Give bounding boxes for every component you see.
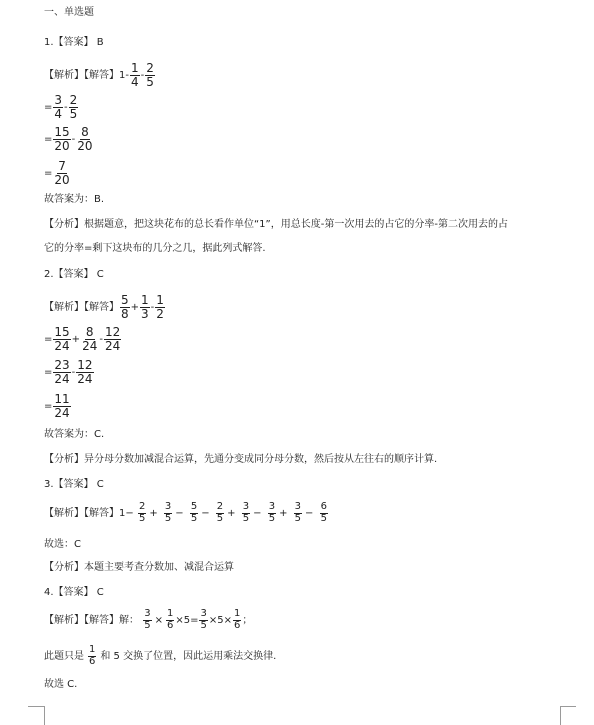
q3-conclusion: 故选：C <box>44 539 81 550</box>
fraction: $\frac{1}{4}$ <box>130 61 139 89</box>
fraction: $\frac{6}{5}$ <box>320 501 327 524</box>
q1-solution-label: 【解析】【解答】1- <box>44 70 129 82</box>
q2-conclusion: 故答案为：C. <box>44 429 105 440</box>
fraction: $\frac{23}{24}$ <box>54 358 70 386</box>
fraction: $\frac{12}{24}$ <box>104 325 121 353</box>
fraction: $\frac{1}{2}$ <box>156 293 164 321</box>
fraction: $\frac{1}{6}$ <box>166 608 174 631</box>
section-title: 一、单选题 <box>44 7 94 18</box>
q1-step-1: = $\frac{3}{4}$ - $\frac{2}{5}$ <box>44 93 78 121</box>
fraction: $\frac{5}{5}$ <box>190 501 198 524</box>
fraction: $\frac{11}{24}$ <box>54 392 70 420</box>
fraction: $\frac{1}{3}$ <box>141 293 149 321</box>
crop-mark-left-v <box>44 706 45 725</box>
q3-answer: 3.【答案】 C <box>44 479 104 490</box>
fraction: $\frac{2}{5}$ <box>69 93 78 121</box>
q2-solution-expr: 【解析】【解答】 $\frac{5}{8}$ + $\frac{1}{3}$ - $\frac{1}{2}$ <box>44 293 164 321</box>
fraction: $\frac{2}{5}$ <box>138 501 146 524</box>
fraction: $\frac{3}{5}$ <box>242 501 250 524</box>
q2-step-1: = $\frac{15}{24}$ + $\frac{8}{24}$ - $\frac{12}{24}$ <box>44 325 121 353</box>
fraction: $\frac{15}{20}$ <box>54 125 70 153</box>
fraction: $\frac{1}{6}$ <box>89 644 96 667</box>
q2-step-3: = $\frac{11}{24}$ <box>44 392 70 420</box>
q2-step-2: = $\frac{23}{24}$ - $\frac{12}{24}$ <box>44 358 93 386</box>
fraction: $\frac{15}{24}$ <box>54 325 70 353</box>
q3-analysis: 【分析】本题主要考查分数加、减混合运算 <box>44 562 234 573</box>
fraction: $\frac{8}{24}$ <box>82 325 98 353</box>
q1-step-3: = $\frac{7}{20}$ <box>44 159 70 187</box>
fraction: $\frac{3}{5}$ <box>164 501 172 524</box>
q1-analysis-line-1: 【分析】根据题意，把这块花布的总长看作单位“1”，用总长度-第一次用去的占它的分率-第二次用去的占 <box>44 219 508 230</box>
q1-analysis-line-2: 它的分率=剩下这块布的几分之几，据此列式解答. <box>44 243 266 254</box>
fraction: $\frac{12}{24}$ <box>77 358 93 386</box>
q4-conclusion: 故选 C. <box>44 679 78 690</box>
q2-analysis: 【分析】异分母分数加减混合运算，先通分变成同分母分数，然后按从左往右的顺序计算. <box>44 454 438 465</box>
fraction: $\frac{7}{20}$ <box>54 159 70 187</box>
q1-conclusion: 故答案为：B. <box>44 194 105 205</box>
q1-answer: 1.【答案】 B <box>44 37 104 48</box>
q4-solution-expr: 【解析】【解答】解： $\frac{3}{5}$ × $\frac{1}{6}$ ×5= $\frac{3}{5}$ ×5× $\frac{1}{6}$ ； <box>44 608 253 631</box>
q4-explanation: 此题只是 $\frac{1}{6}$ 和 5 交换了位置，因此运用乘法交换律. <box>44 644 277 667</box>
fraction: $\frac{2}{5}$ <box>216 501 224 524</box>
q3-solution-expr: 【解析】【解答】1− $\frac{2}{5}$ + $\frac{3}{5}$ − $\frac{5}{5}$ − $\frac{2}{5}$ + $\frac{3}{5}$ − $\frac{3}{5}$ + $\frac{3}{5}$ − $\frac{6}{5}$ <box>44 501 327 524</box>
crop-mark-left-h <box>28 706 44 707</box>
q2-answer: 2.【答案】 C <box>44 269 104 280</box>
fraction: $\frac{3}{5}$ <box>144 608 151 631</box>
crop-mark-right-v <box>560 706 561 725</box>
fraction: $\frac{3}{5}$ <box>268 501 276 524</box>
fraction: $\frac{3}{5}$ <box>200 608 207 631</box>
fraction: $\frac{3}{4}$ <box>54 93 63 121</box>
crop-mark-right-h <box>560 706 576 707</box>
fraction: $\frac{1}{6}$ <box>233 608 241 631</box>
q1-step-2: = $\frac{15}{20}$ - $\frac{8}{20}$ <box>44 125 93 153</box>
fraction: $\frac{3}{5}$ <box>294 501 302 524</box>
fraction: $\frac{8}{20}$ <box>77 125 93 153</box>
fraction: $\frac{2}{5}$ <box>146 61 154 89</box>
fraction: $\frac{5}{8}$ <box>121 293 129 321</box>
q4-answer: 4.【答案】 C <box>44 587 104 598</box>
q1-solution-expr: 【解析】【解答】1- $\frac{1}{4}$ - $\frac{2}{5}$ <box>44 61 154 89</box>
